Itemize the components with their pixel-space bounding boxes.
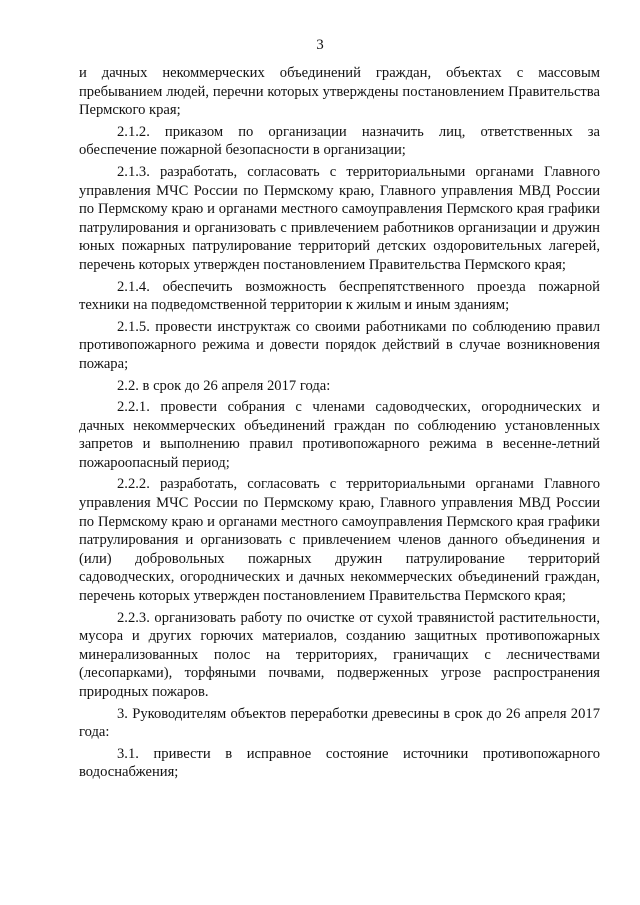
- paragraph-2-2-2: 2.2.2. разработать, согласовать с территориальными органами Главного управления МЧС России по Пермскому краю, Главного управления МВД России по Пермскому краю и органами местного самоуправления Пермского края графики патрулирования и организовать с привлечением членов данного объединения и (или) добровольных пожарных дружин патрулирование территорий садоводческих, огороднических и дачных некоммерческих объединений граждан, перечень которых утвержден постановлением Правительства Пермского края;: [79, 476, 600, 605]
- paragraph-2-1-2: 2.1.2. приказом по организации назначить лиц, ответственных за обеспечение пожарной безопасности в организации;: [79, 123, 600, 159]
- paragraph-2-2-1: 2.2.1. провести собрания с членами садоводческих, огороднических и дачных некоммерческих объединений граждан по соблюдению установленных запретов и выполнению правил противопожарного режима в весенне-летний пожароопасный период;: [79, 399, 600, 471]
- paragraph-2-1-5: 2.1.5. провести инструктаж со своими работниками по соблюдению правил противопожарного режима и довести порядок действий в случае возникновения пожара;: [79, 318, 600, 372]
- paragraph-2-1-4: 2.1.4. обеспечить возможность беспрепятственного проезда пожарной техники на подведомственной территории к жилым и иным зданиям;: [79, 278, 600, 314]
- paragraph-2-2-3: 2.2.3. организовать работу по очистке от сухой травянистой растительности, мусора и других горючих материалов, созданию защитных противопожарных минерализованных полос на территориях, граничащих с лесничествами (лесопарками), торфяными почвами, подверженных угрозе распространения природных пожаров.: [79, 609, 600, 700]
- paragraph-2-2: 2.2. в срок до 26 апреля 2017 года:: [117, 377, 331, 394]
- page-number: 3: [316, 37, 324, 53]
- document-body: [79, 64, 600, 782]
- paragraph-3: 3. Руководителям объектов переработки древесины в срок до 26 апреля 2017 года:: [79, 705, 600, 741]
- paragraph-2-1-3: 2.1.3. разработать, согласовать с территориальными органами Главного управления МЧС России по Пермскому краю, Главного управления МВД России по Пермскому краю и органами местного самоуправления Пермского края графики патрулирования и организовать с привлечением работников организации и дружин юных пожарных патрулирование территорий детских оздоровительных лагерей, перечень которых утвержден постановлением Правительства Пермского края;: [79, 163, 600, 273]
- paragraph-continuation: и дачных некоммерческих объединений граждан, объектах с массовым пребыванием людей, перечни которых утверждены постановлением Правительства Пермского края;: [79, 65, 600, 119]
- paragraph-3-1: 3.1. привести в исправное состояние источники противопожарного водоснабжения;: [79, 745, 600, 781]
